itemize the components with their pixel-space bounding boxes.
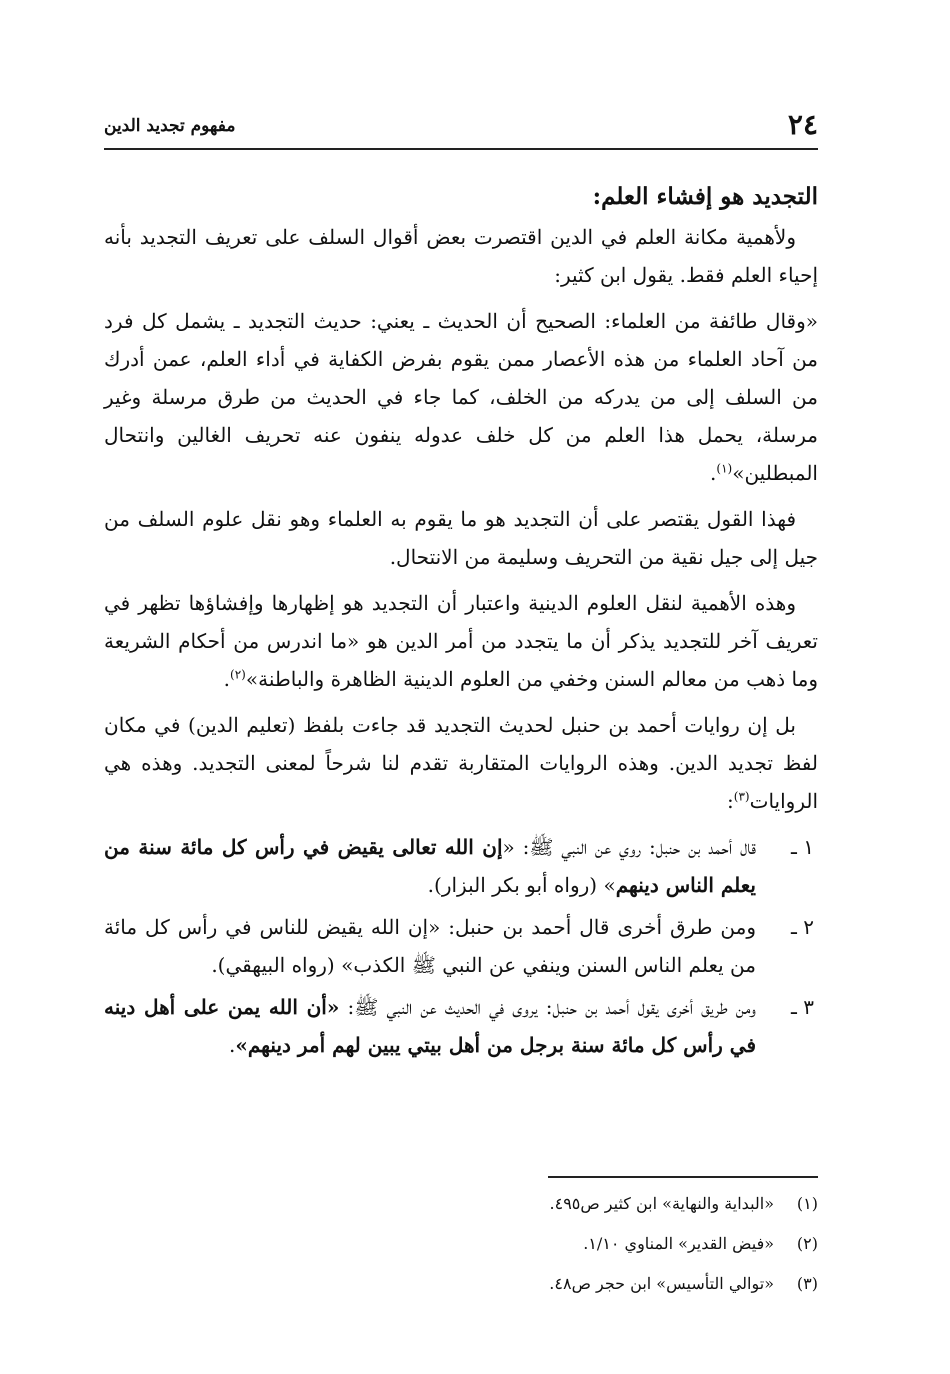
footnote [104, 1264, 818, 1304]
page-body [104, 178, 818, 1068]
item-text [104, 908, 756, 984]
footnote-ref-3: (٣) [733, 789, 750, 804]
paragraph-4-text: بل إن روايات أحمد بن حنبل لحديث التجديد قد جاءت بلفظ (تعليم الدين) في مكان لفظ تجديد الدين. وهذه الروايات المتقاربة تقدم لنا شرحاً لمعنى التجديد. وهذه هي الروايات [104, 713, 818, 813]
footnote-ref-2: (٢) [230, 667, 246, 682]
ibn-kathir-quote [104, 302, 818, 492]
paragraph-3 [104, 584, 818, 698]
item-outro: » (رواه أبو بكر البزار). [427, 873, 616, 897]
page-number: ٢٤ [787, 108, 818, 141]
paragraph-3-text: وهذه الأهمية لنقل العلوم الدينية واعتبار أن التجديد هو إظهارها وإفشاؤها تظهر في تعريف آخر للتجديد يذكر أن ما يتجدد من أمر الدين هو «ما اندرس من أحكام الشريعة وما ذهب من معالم السنن وخفي من العلوم الدينية الظاهرة والباطنة» [104, 591, 818, 691]
item-text [104, 828, 756, 904]
footnote-text: «البداية والنهاية» ابن كثير ص٤٩٥. [549, 1194, 774, 1213]
item-text [104, 988, 756, 1064]
paragraph-1: ولأهمية مكانة العلم في الدين اقتصرت بعض أقوال السلف على تعريف التجديد بأنه إحياء العلم فقط. يقول ابن كثير: [104, 225, 818, 287]
paragraph-2: فهذا القول يقتصر على أن التجديد هو ما يقوم به العلماء وهو نقل علوم السلف من جيل إلى جيل نقية من التحريف وسليمة من الانتحال. [104, 507, 818, 569]
running-title: مفهوم تجديد الدين [104, 116, 236, 136]
narration-item [104, 828, 818, 904]
footnotes [104, 1184, 818, 1304]
item-bold-hadith: إن الله تعالى يقيض في رأس كل مائة سنة من يعلم الناس دينهم [104, 835, 756, 897]
footnote-ref-1: (١) [716, 461, 733, 476]
footnote-text: «فيض القدير» المناوي ١/١٠. [583, 1234, 774, 1253]
item-number: ٣ ـ [791, 995, 814, 1019]
paragraph-4-end: : [727, 789, 734, 813]
item-number: ١ ـ [791, 835, 814, 859]
paragraph-3-end: . [223, 667, 231, 691]
quote-text: «وقال طائفة من العلماء: الصحيح أن الحديث ـ يعني: حديث التجديد ـ يشمل كل فرد من آحاد العلماء من هذه الأعصار ممن يقوم بفرض الكفاية في أداء العلم، عمن أدرك من السلف إلى من يدركه من الخلف، كما جاء في الحديث من طرق مرسلة وغير مرسلة، يحمل هذا العلم من كل خلف عدوله ينفون عنه تحريف الغالين وانتحال المبطلين» [104, 309, 818, 485]
item-intro: ومن طرق أخرى قال أحمد بن حنبل: «إن الله يقيض للناس في رأس كل مائة من يعلم الناس السنن وينفي عن النبي ﷺ الكذب» (رواه البيهقي). [104, 915, 757, 977]
footnote-text: «توالي التأسيس» ابن حجر ص٤٨. [549, 1274, 774, 1293]
page-header [104, 108, 818, 150]
item-number: ٢ ـ [791, 915, 814, 939]
item-intro: قال أحمد بن حنبل: روي عن النبي ﷺ: « [502, 835, 756, 859]
footnote-number: (١) [796, 1194, 818, 1213]
narration-item [104, 908, 818, 984]
footnote-number: (٣) [796, 1274, 818, 1293]
footnote [104, 1224, 818, 1264]
footnote [104, 1184, 818, 1224]
item-outro: . [229, 1033, 236, 1057]
section-heading: التجديد هو إفشاء العلم: [592, 183, 818, 210]
item-bold-hadith: «أن الله يمن على أهل دينه في رأس كل مائة سنة برجل من أهل بيتي يبين لهم أمر دينهم» [104, 995, 756, 1057]
footnote-number: (٢) [796, 1234, 818, 1253]
narration-item [104, 988, 818, 1064]
paragraph-4 [104, 706, 818, 820]
footnote-divider [548, 1176, 818, 1178]
quote-end: . [710, 461, 717, 485]
item-intro: ومن طريق أخرى يقول أحمد بن حنبل: يروى في الحديث عن النبي ﷺ: [339, 995, 756, 1019]
